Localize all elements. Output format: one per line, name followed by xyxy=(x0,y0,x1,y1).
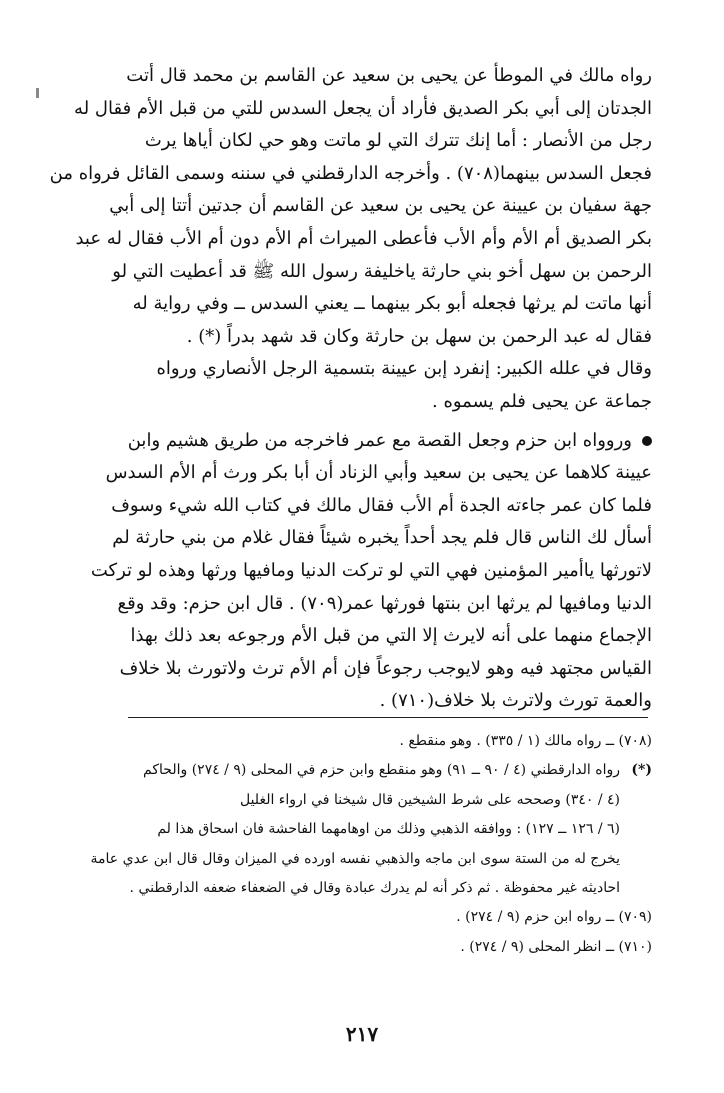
main-line: الرحمن بن سهل أخو بني حارثة ياخليفة رسول الله ﷺ قد أعطيت التي لو xyxy=(112,260,652,282)
margin-mark xyxy=(36,88,39,98)
main-line: أسأل لك الناس قال فلم يجد أحداً يخبره شيئاً فقال غلام من بني حارثة لم xyxy=(112,527,652,549)
bullet-icon xyxy=(642,436,652,446)
main-line: بكر الصديق أم الأم وأم الأب فأعطى الميراث أم الأم دون أم الأب فقال له عبد xyxy=(75,227,652,249)
main-line: فلما كان عمر جاءته الجدة أم الأب فقال مالك في كتاب الله شيء وسوف xyxy=(111,494,652,516)
main-line: فجعل السدس بينهما(٧٠٨) . وأخرجه الدارقطني في سننه وسمى القائل فرواه من xyxy=(49,162,652,184)
main-text xyxy=(49,60,652,718)
footnote-star xyxy=(128,756,652,785)
footnote-star-line: (٤ / ٣٤٠) وصححه على شرط الشيخين قال شيخنا في ارواء الغليل xyxy=(239,791,620,808)
footnotes xyxy=(90,727,652,962)
main-line: رجل من الأنصار : أما إنك تترك التي لو ماتت وهو حي لكان أياها يرث xyxy=(144,130,652,152)
footnote-separator xyxy=(128,717,648,718)
footnote-star-line: احاديثه غير محفوظة . ثم ذكر أنه لم يدرك عبادة وقال في الضعفاء ضعفه الدارقطني . xyxy=(129,880,620,897)
main-line: جهة سفيان بن عيينة عن يحيى بن سعيد عن القاسم أن جدتين أتتا إلى أبي xyxy=(109,195,652,217)
main-line: عيينة كلاهما عن يحيى بن سعيد وأبي الزناد أن أبا بكر ورث أم الأم السدس xyxy=(105,462,652,484)
main-line: الجدتان إلى أبي بكر الصديق فأراد أن يجعل السدس للتي من قبل الأم فقال له xyxy=(74,97,652,119)
main-line: جماعة عن يحيى فلم يسموه . xyxy=(432,390,652,412)
main-line: رواه مالك في الموطأ عن يحيى بن سعيد عن القاسم بن محمد قال أتت xyxy=(126,65,652,86)
main-line: القياس مجتهد فيه وهو لايوجب رجوعاً فإن أم الأم ترث ولاتورث بلا خلاف xyxy=(119,657,652,679)
main-line: الدنيا ومافيها لم يرثها ابن بنتها فورثها عمر(٧٠٩) . قال ابن حزم: وقد وقع xyxy=(117,592,652,614)
main-line: وقال في علله الكبير: إنفرد إبن عيينة بتسمية الرجل الأنصاري ورواه xyxy=(156,358,652,380)
main-line: فقال له عبد الرحمن بن سهل بن حارثة وكان قد شهد بدراً (*) . xyxy=(186,325,652,347)
page-number: ٢١٧ xyxy=(345,1022,379,1046)
main-line-bullet xyxy=(128,425,652,458)
main-line: لاتورثها ياأمير المؤمنين فهي التي لو تركت الدنيا ومافيها ورثها وهذه لو تركت xyxy=(90,559,652,581)
footnote-star-line: (٦ / ١٢٦ ــ ١٢٧) : ووافقه الذهبي وذلك من اوهامهما الفاحشة فان اسحاق هذا لم xyxy=(157,821,620,838)
main-line: أنها ماتت لم يرثها فجعله أبو بكر بينهما ــ يعني السدس ــ وفي رواية له xyxy=(132,293,652,315)
footnote-708: (٧٠٨) ــ رواه مالك (١ / ٣٣٥) . وهو منقطع . xyxy=(399,733,652,749)
main-line: والعمة تورث ولاترث بلا خلاف(٧١٠) . xyxy=(379,690,652,712)
footnote-star-line: يخرج له من الستة سوى ابن ماجه والذهبي نفسه اورده في الميزان وقال قال ابن عدي عامة xyxy=(90,850,620,867)
footnote-709: (٧٠٩) ــ رواه ابن حزم (٩ / ٢٧٤) . xyxy=(456,909,652,926)
bullet-text: وروواه ابن حزم وجعل القصة مع عمر فاخرجه من طريق هشيم وابن xyxy=(127,429,632,451)
footnote-710: (٧١٠) ــ انظر المحلى (٩ / ٢٧٤) . xyxy=(460,938,652,955)
footnote-star-marker: (*) xyxy=(631,762,652,779)
main-line: الإجماع منهما على أنه لايرث إلا التي من قبل الأم ورجوعه بعد ذلك بهذا xyxy=(130,625,652,647)
footnote-star-text: رواه الدارقطني (٤ / ٩٠ ــ ٩١) وهو منقطع وابن حزم في المحلى (٩ / ٢٧٤) والحاكم xyxy=(143,762,620,779)
